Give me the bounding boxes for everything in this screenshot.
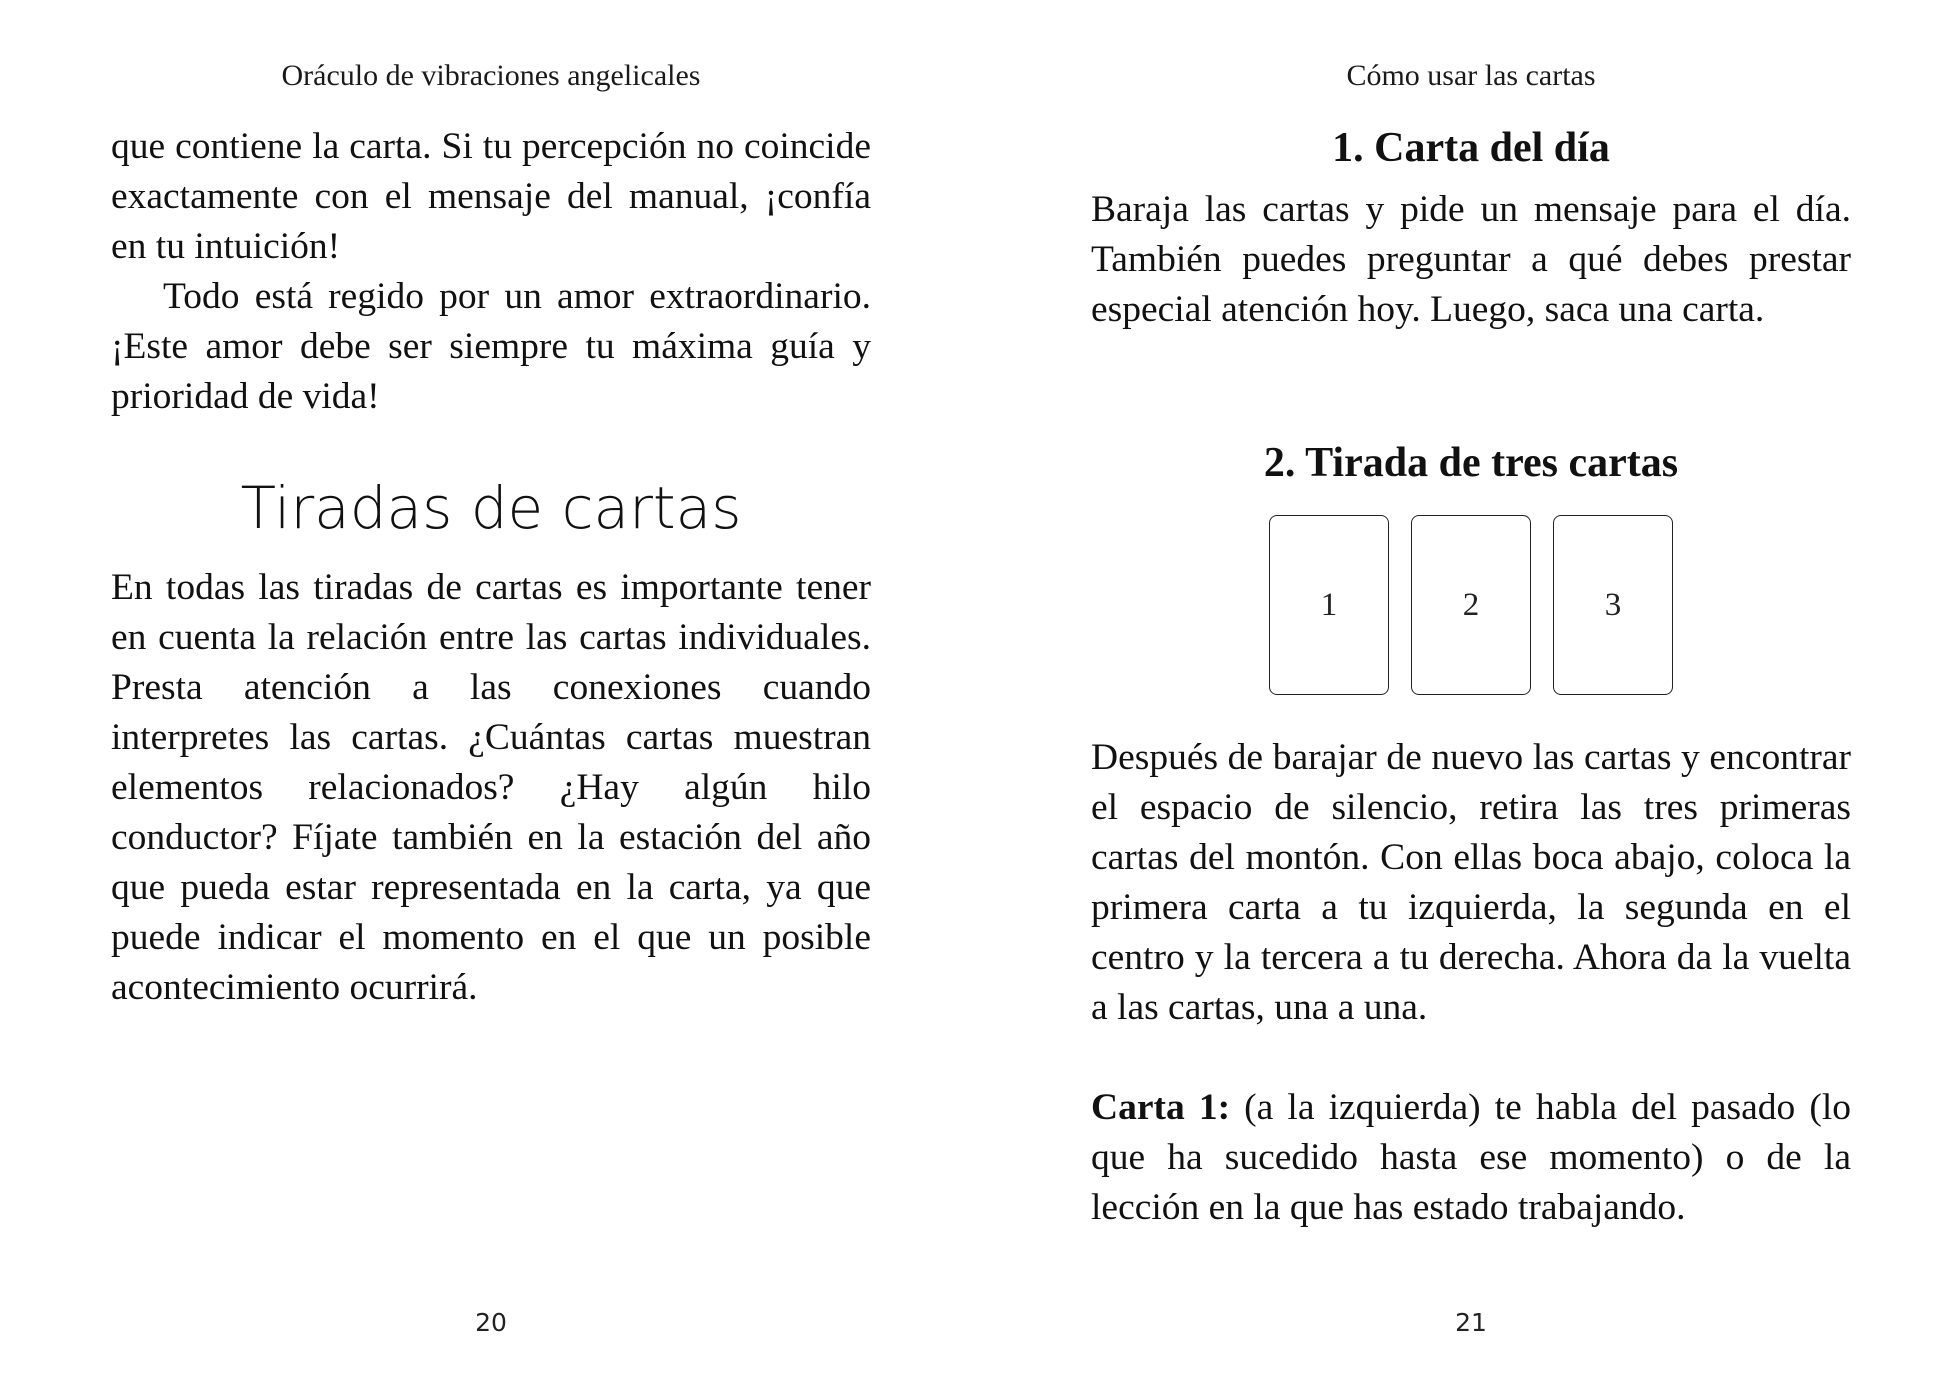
right-page <box>1091 0 1851 1400</box>
continued-paragraph: que contiene la carta. Si tu percepción no coincide exactamente con el mensaje del manual, ¡confía en tu intuición! <box>111 126 871 267</box>
paragraph: Todo está regido por un amor extraordinario. ¡Este amor debe ser siempre tu máxima guía y prioridad de vida! <box>111 276 871 417</box>
running-head: Oráculo de vibraciones angelicales <box>281 59 701 92</box>
card-position-1: 1 <box>1269 515 1389 695</box>
paragraph: Después de barajar de nuevo las cartas y encontrar el espacio de silencio, retira las tres primeras cartas del montón. Con ellas boca abajo, coloca la primera carta a tu izquierda, la segunda en el centro y la tercera a tu derecha. Ahora da la vuelta a las cartas, una a una. <box>1091 737 1851 1028</box>
card-position-3: 3 <box>1553 515 1673 695</box>
card-position-2: 2 <box>1411 515 1531 695</box>
paragraph: Baraja las cartas y pide un mensaje para el día. También puedes preguntar a qué debes prestar especial atención hoy. Luego, saca una carta. <box>1091 189 1851 330</box>
running-head: Cómo usar las cartas <box>1346 59 1596 92</box>
card-1-label: Carta 1: <box>1091 1087 1231 1128</box>
card-1-description <box>1091 1083 1851 1233</box>
left-page <box>111 0 871 1400</box>
page-number: 21 <box>1455 1308 1487 1337</box>
page-number: 20 <box>475 1308 507 1337</box>
section-title: Tiradas de cartas <box>240 474 742 542</box>
card-1-text: (a la izquierda) te habla del pasado (lo que ha sucedido hasta ese momento) o de la lección en la que has estado trabajando. <box>1091 1087 1851 1228</box>
paragraph: En todas las tiradas de cartas es importante tener en cuenta la relación entre las cartas individuales. Presta atención a las conexiones cuando interpretes las cartas. ¿Cuántas cartas muestran elementos relacionados? ¿Hay algún hilo conductor? Fíjate también en la estación del año que pueda estar representada en la carta, ya que puede indicar el momento en el que un posible acontecimiento ocurrirá. <box>111 567 871 1008</box>
subheading: 2. Tirada de tres cartas <box>1263 440 1679 486</box>
subheading: 1. Carta del día <box>1332 125 1610 171</box>
